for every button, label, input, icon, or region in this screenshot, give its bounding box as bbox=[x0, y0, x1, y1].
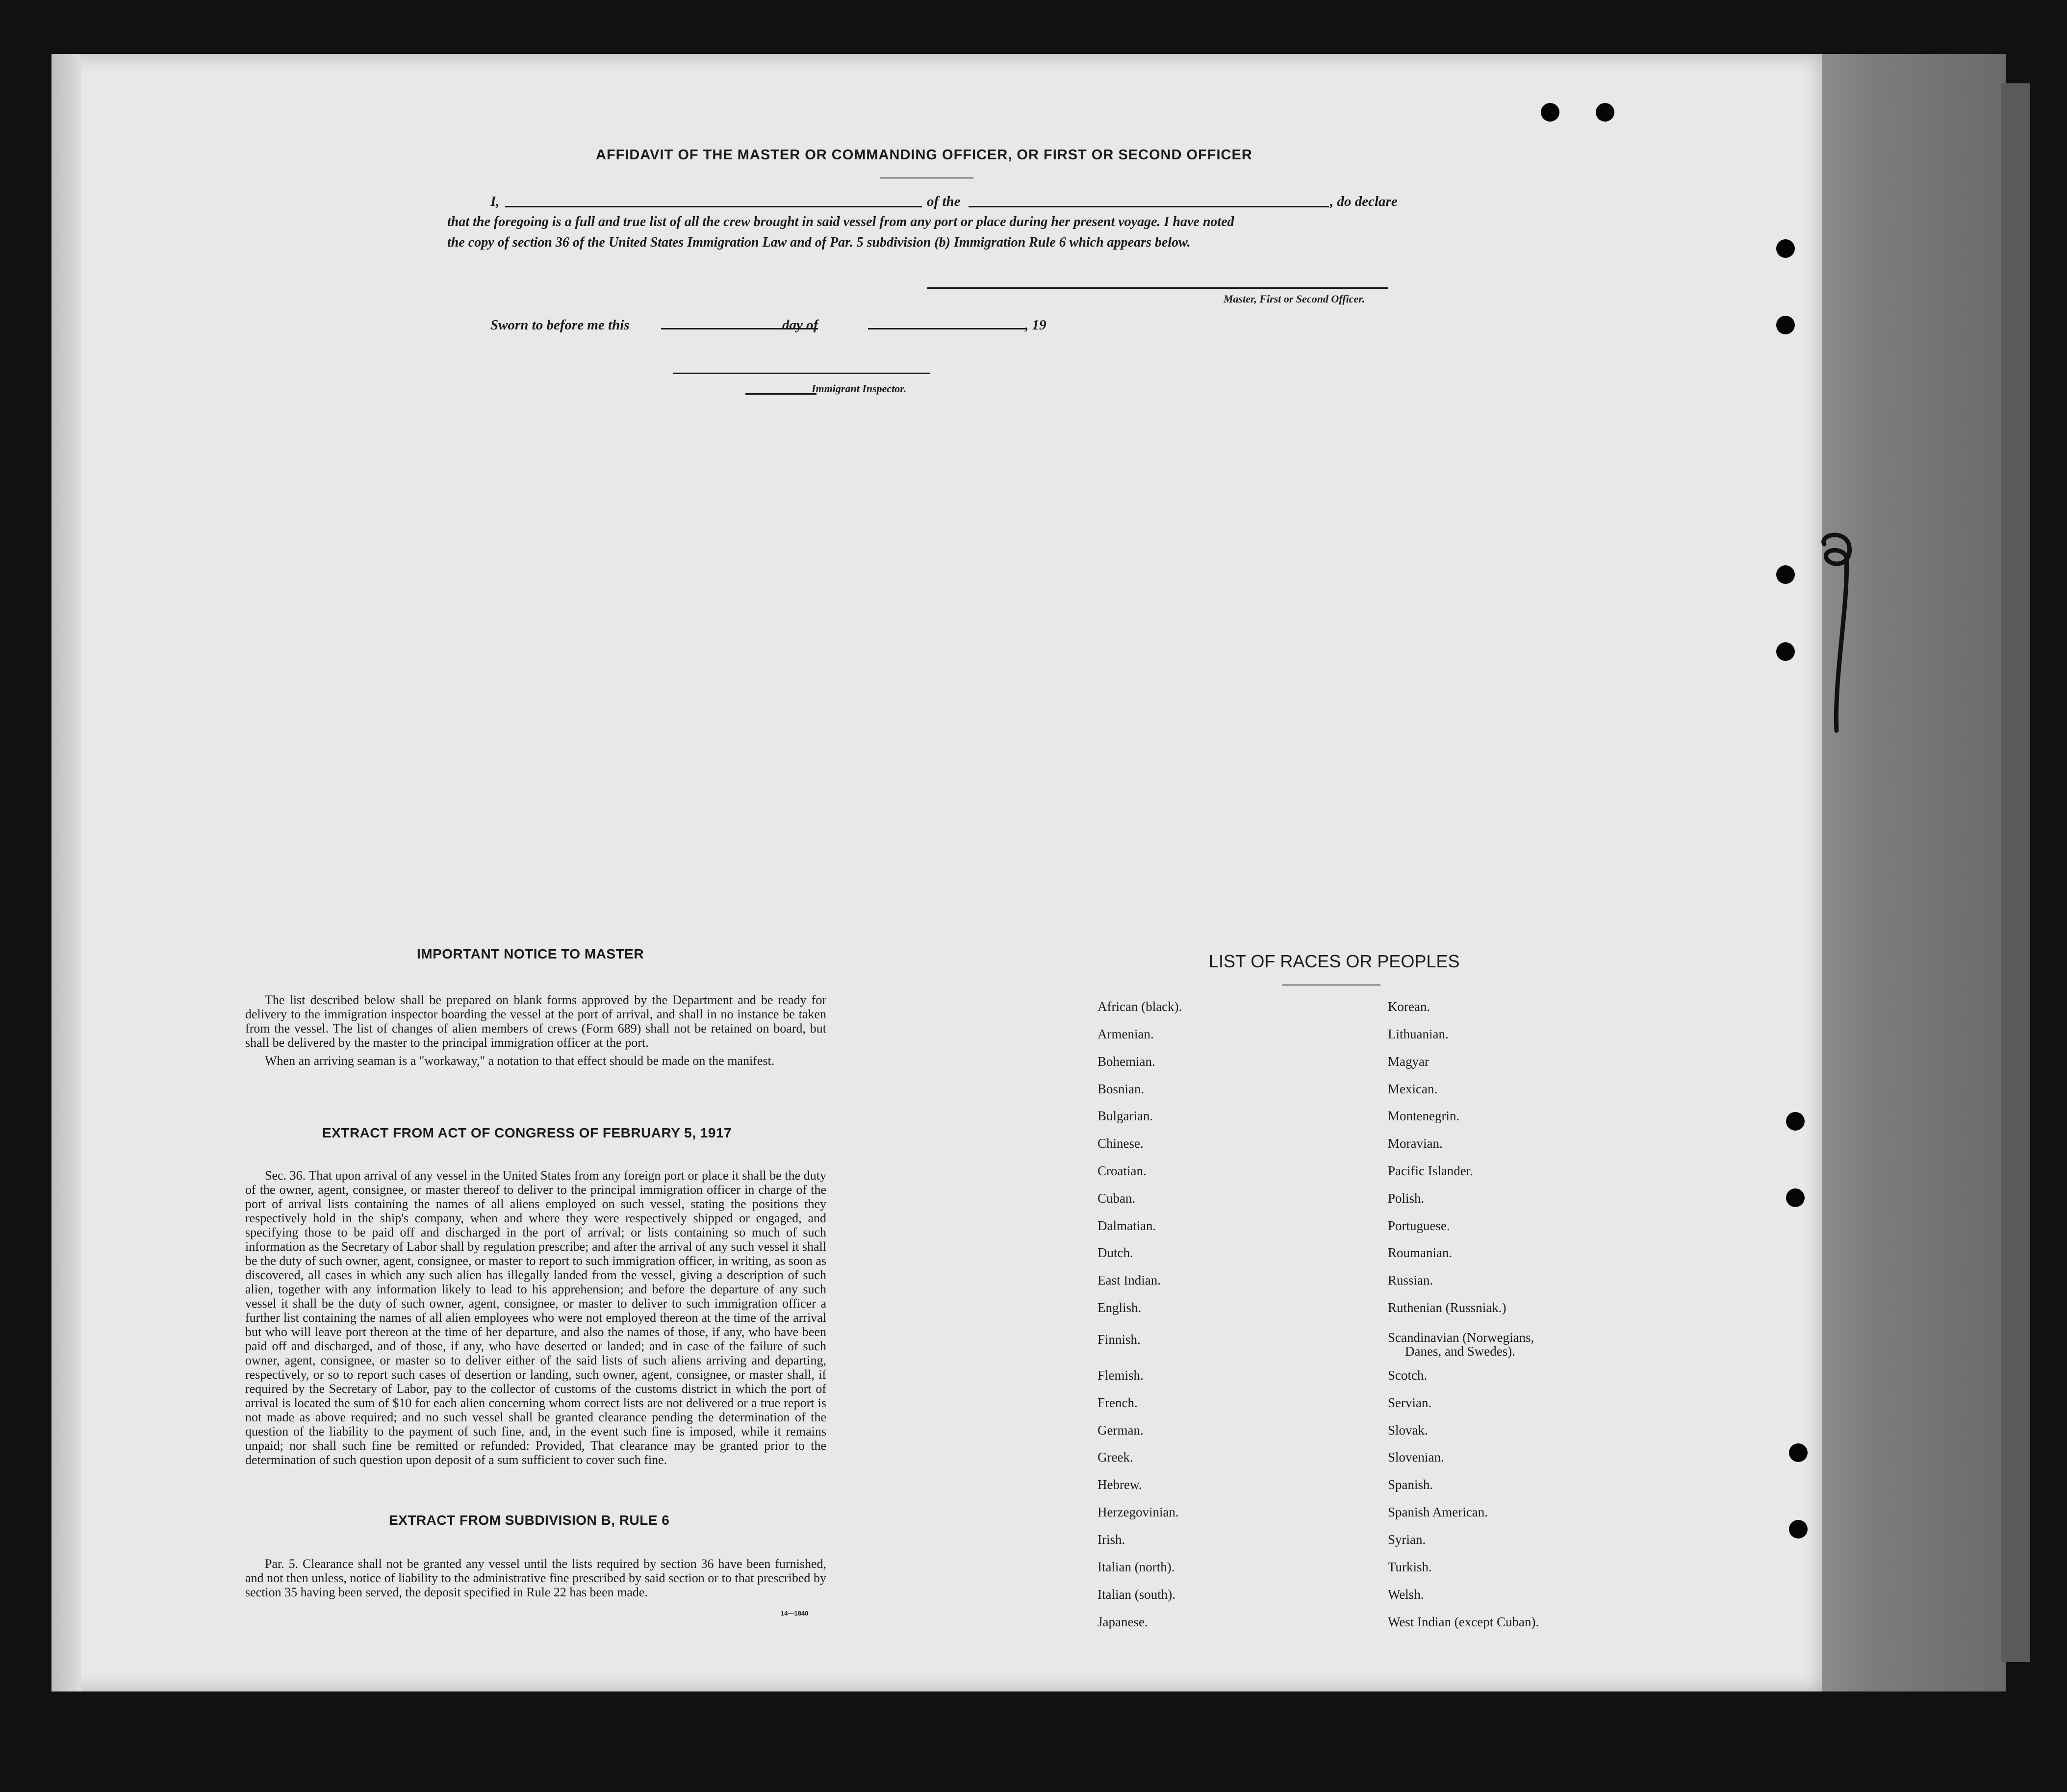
race-item: Croatian. bbox=[1097, 1163, 1147, 1178]
race-item: Ruthenian (Russniak.) bbox=[1388, 1300, 1506, 1315]
races-title-rule bbox=[1282, 984, 1380, 985]
race-item: Polish. bbox=[1388, 1191, 1425, 1206]
name-blank bbox=[505, 206, 922, 207]
vessel-blank bbox=[969, 206, 1329, 207]
race-item: Slovak. bbox=[1388, 1423, 1428, 1438]
race-item: Italian (south). bbox=[1097, 1587, 1175, 1602]
sworn-dayof: day of bbox=[782, 317, 818, 333]
punch-hole bbox=[1789, 1443, 1808, 1462]
race-item: Turkish. bbox=[1388, 1560, 1432, 1574]
punch-hole bbox=[1786, 1188, 1805, 1207]
race-item: African (black). bbox=[1097, 999, 1182, 1014]
affidavit-line1-of: of the bbox=[927, 194, 961, 209]
rule-extract-text: Par. 5. Clearance shall not be granted any vessel until the lists required by section 36 have been furnished, and not then unless, notice of liability to the administrative fine prescribed by said section or to that prescribed by section 35 having been served, the deposit specified in Rule 22 has been made. bbox=[245, 1557, 826, 1599]
race-item: English. bbox=[1097, 1300, 1142, 1315]
punch-hole bbox=[1596, 103, 1614, 122]
page-gutter bbox=[51, 54, 81, 1691]
race-item: Spanish. bbox=[1388, 1477, 1433, 1492]
race-item: Greek. bbox=[1097, 1450, 1133, 1464]
notice-title: IMPORTANT NOTICE TO MASTER bbox=[417, 946, 644, 961]
races-title: LIST OF RACES OR PEOPLES bbox=[1209, 951, 1460, 971]
inspector-line-short bbox=[745, 393, 817, 395]
form-number: 14—1840 bbox=[781, 1610, 809, 1617]
race-item: Cuban. bbox=[1097, 1191, 1136, 1206]
race-item: Portuguese. bbox=[1388, 1218, 1450, 1233]
affidavit-line3: the copy of section 36 of the United States Immigration Law and of Par. 5 subdivision (b) Immigration Rule 6 which appears below. bbox=[447, 235, 1191, 250]
affidavit-line1-i: I, bbox=[490, 194, 500, 209]
inspector-line bbox=[673, 373, 930, 374]
race-item: Moravian. bbox=[1388, 1136, 1443, 1151]
race-item: Magyar bbox=[1388, 1054, 1429, 1069]
race-item: German. bbox=[1097, 1423, 1144, 1438]
race-item: Irish. bbox=[1097, 1532, 1125, 1547]
race-item: Italian (north). bbox=[1097, 1560, 1175, 1574]
race-item: Finnish. bbox=[1097, 1332, 1141, 1347]
race-item: Russian. bbox=[1388, 1273, 1433, 1287]
race-item: Pacific Islander. bbox=[1388, 1163, 1473, 1178]
race-item: Spanish American. bbox=[1388, 1505, 1488, 1519]
rule-extract-title: EXTRACT FROM SUBDIVISION B, RULE 6 bbox=[389, 1513, 670, 1528]
act-extract-text: Sec. 36. That upon arrival of any vessel in the United States from any foreign port or place it shall be the duty of the owner, agent, consignee, or master thereof to deliver to the principal immigration officer in charge of the port of arrival lists containing the names of all aliens employed on such vessel, stating the positions they respectively hold in the ship's company, when and where they were respectively shipped or engaged, and specifying those to be paid off and discharged in the port of arrival; or lists containing so much of such information as the Secretary of Labor shall by regulation prescribe; and after the arrival of any such vessel it shall be the duty of such owner, agent, consignee, or master to report to such immigration officer, in writing, as soon as discovered, all cases in which any such alien has illegally landed from the vessel, giving a description of such alien, together with any information likely to lead to his apprehension; and before the departure of any such vessel it shall be the duty of such owner, agent, consignee, or master to deliver to such immigration officer a further list containing the names of all alien employees who were not employed thereon at the time of the arrival but who will leave port thereon at the time of her departure, and also the names of those, if any, who have been paid off and discharged, and of those, if any, who have deserted or landed; and in case of the failure of such owner, agent, consignee, or master so to deliver either of the said lists of such aliens arriving and departing, respectively, or so to report such cases of desertion or landing, such owner, agent, consignee, or master shall, if required by the Secretary of Labor, pay to the collector of customs of the customs district in which the port of arrival is located the sum of $10 for each alien concerning whom correct lists are not delivered or a true report is not made as above required; and no such vessel shall be granted clearance pending the determination of the question of the liability to the payment of such fine, and, in the event such fine is imposed, while it remains unpaid; nor shall such fine be remitted or refunded: Provided, That clearance may be granted prior to the determination of such question upon deposit of a sum sufficient to cover such fine. bbox=[245, 1168, 826, 1467]
affidavit-line1-declare: , do declare bbox=[1330, 194, 1398, 209]
race-scandinavian-continued: Danes, and Swedes). bbox=[1405, 1344, 1515, 1359]
signature-line bbox=[927, 287, 1388, 289]
affidavit-line2: that the foregoing is a full and true list of all the crew brought in said vessel from any port or place during her present voyage. I have noted bbox=[447, 214, 1234, 229]
act-extract-title: EXTRACT FROM ACT OF CONGRESS OF FEBRUARY 5, 1917 bbox=[322, 1125, 732, 1140]
inspector-caption: Immigrant Inspector. bbox=[812, 382, 907, 395]
race-item: Roumanian. bbox=[1388, 1245, 1453, 1260]
notice-paragraph-1: The list described below shall be prepared on blank forms approved by the Department and be ready for delivery to the immigration inspector boarding the vessel at the port of arrival, and shall in no instance be taken from the vessel. The list of changes of alien members of crews (Form 689) shall not be retained on board, but shall be delivered by the master to the principal immigration officer at the port. bbox=[245, 993, 826, 1050]
race-item: Bulgarian. bbox=[1097, 1109, 1153, 1123]
race-item: French. bbox=[1097, 1395, 1138, 1410]
race-item: Armenian. bbox=[1097, 1027, 1154, 1041]
punch-hole bbox=[1789, 1520, 1808, 1539]
punch-hole bbox=[1776, 239, 1795, 258]
race-item: Welsh. bbox=[1388, 1587, 1424, 1602]
race-item: Dalmatian. bbox=[1097, 1218, 1156, 1233]
race-item: Dutch. bbox=[1097, 1245, 1133, 1260]
race-item: Syrian. bbox=[1388, 1532, 1426, 1547]
race-item: Hebrew. bbox=[1097, 1477, 1142, 1492]
notice-paragraph-2: When an arriving seaman is a "workaway," a notation to that effect should be made on the manifest. bbox=[265, 1054, 775, 1068]
race-item: Korean. bbox=[1388, 999, 1430, 1014]
race-item: East Indian. bbox=[1097, 1273, 1161, 1287]
race-item: West Indian (except Cuban). bbox=[1388, 1615, 1539, 1629]
backing-edge bbox=[2001, 83, 2030, 1662]
race-item: Bohemian. bbox=[1097, 1054, 1155, 1069]
race-item: Scotch. bbox=[1388, 1368, 1428, 1383]
punch-hole bbox=[1786, 1112, 1805, 1131]
race-item: Servian. bbox=[1388, 1395, 1432, 1410]
punch-hole bbox=[1776, 565, 1795, 584]
race-item: Japanese. bbox=[1097, 1615, 1148, 1629]
race-item: Bosnian. bbox=[1097, 1082, 1145, 1096]
race-item: Scandinavian (Norwegians, bbox=[1388, 1330, 1534, 1345]
signature-caption: Master, First or Second Officer. bbox=[1224, 293, 1365, 305]
handwritten-mark bbox=[1814, 530, 1859, 735]
punch-hole bbox=[1776, 642, 1795, 661]
race-item: Montenegrin. bbox=[1388, 1109, 1460, 1123]
affidavit-title: AFFIDAVIT OF THE MASTER OR COMMANDING OFFICER, OR FIRST OR SECOND OFFICER bbox=[596, 147, 1252, 163]
sworn-month-blank bbox=[868, 328, 1027, 329]
race-item: Herzegovinian. bbox=[1097, 1505, 1179, 1519]
race-item: Flemish. bbox=[1097, 1368, 1144, 1383]
race-item: Slovenian. bbox=[1388, 1450, 1444, 1464]
title-rule bbox=[880, 177, 973, 178]
sworn-text: Sworn to before me this bbox=[490, 317, 630, 333]
sworn-year: , 19 bbox=[1025, 317, 1046, 333]
punch-hole bbox=[1776, 316, 1795, 334]
race-item: Chinese. bbox=[1097, 1136, 1144, 1151]
race-item: Mexican. bbox=[1388, 1082, 1438, 1096]
punch-hole bbox=[1541, 103, 1559, 122]
race-item: Lithuanian. bbox=[1388, 1027, 1449, 1041]
